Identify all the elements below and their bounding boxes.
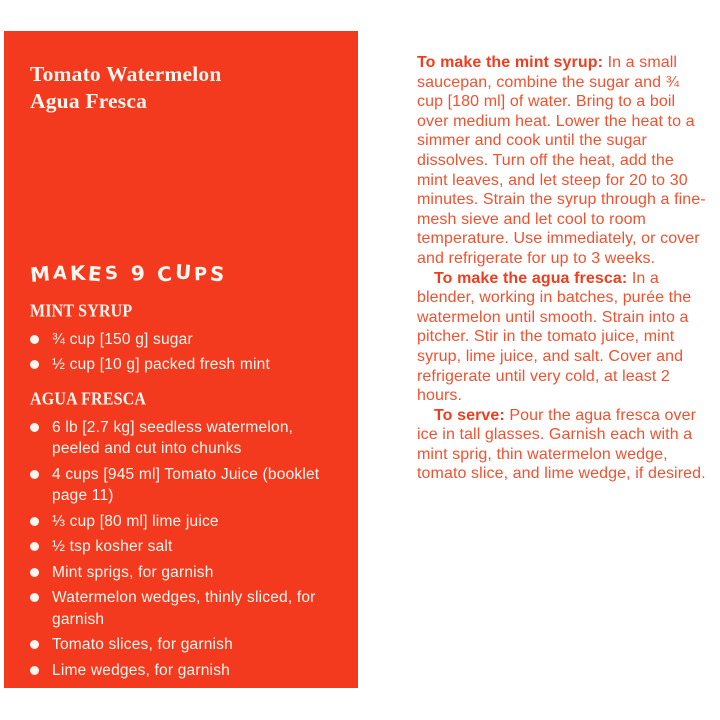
ingredient-text: ⅓ cup [80 ml] lime juice (52, 512, 219, 530)
instructions-column (417, 53, 706, 484)
bullet-icon (30, 335, 39, 344)
instruction-lead: To serve: (434, 406, 505, 424)
ingredient-text: Watermelon wedges, thinly sliced, for garnish (52, 589, 316, 628)
ingredient-text: 6 lb [2.7 kg] seedless watermelon, peeled and cut into chunks (52, 419, 294, 458)
bullet-icon (30, 470, 39, 479)
ingredient-item (30, 417, 334, 459)
bullet-icon (30, 360, 39, 369)
ingredient-text: ¾ cup [150 g] sugar (52, 330, 193, 348)
ingredient-text: Mint sprigs, for garnish (52, 563, 214, 581)
bullet-icon (30, 542, 39, 551)
recipe-title-line-2: Agua Fresca (30, 88, 148, 113)
ingredient-item (30, 329, 334, 350)
ingredient-text: Lime wedges, for garnish (52, 661, 230, 679)
ingredient-text: ½ tsp kosher salt (52, 538, 173, 556)
yield-text: MAKES 9 CUPS (29, 259, 229, 287)
instruction-body: In a blender, working in batches, purée the watermelon until smooth. Strain into a pitcher. Stir in the tomato juice, mint syrup, lime juice, and salt. Cover and refrigerate until very cold, at least 2 hours. (417, 269, 692, 405)
instruction-paragraph-agua-fresca (417, 269, 706, 406)
ingredient-item (30, 587, 334, 629)
ingredients-panel (4, 31, 358, 688)
agua-fresca-ingredient-list (30, 417, 334, 680)
bullet-icon (30, 593, 39, 602)
bullet-icon (30, 517, 39, 526)
ingredient-text: Tomato slices, for garnish (52, 636, 233, 654)
ingredient-text: 4 cups [945 ml] Tomato Juice (booklet page 11) (52, 466, 320, 505)
section-heading-agua-fresca: AGUA FRESCA (30, 388, 147, 409)
ingredient-item (30, 562, 334, 583)
instruction-paragraph-mint-syrup (417, 53, 706, 269)
ingredient-item (30, 511, 334, 532)
mint-syrup-ingredient-list (30, 329, 334, 376)
ingredient-item (30, 660, 334, 681)
recipe-title (30, 61, 334, 115)
ingredient-text: ½ cup [10 g] packed fresh mint (52, 356, 270, 374)
recipe-title-line-1: Tomato Watermelon (30, 62, 222, 86)
ingredient-item (30, 354, 334, 375)
ingredient-item (30, 536, 334, 557)
ingredient-item (30, 634, 334, 655)
instruction-lead: To make the mint syrup: (417, 54, 604, 71)
section-heading-mint-syrup: MINT SYRUP (30, 300, 133, 321)
bullet-icon (30, 640, 39, 649)
instruction-body: In a small saucepan, combine the sugar and ¾ cup [180 ml] of water. Bring to a boil over medium heat. Lower the heat to a simmer and cook until the sugar dissolves. Turn off the heat, add the mint leaves, and let steep for 20 to 30 minutes. Strain the syrup through a fine-mesh sieve and let cool to room temperature. Use immediately, or cover and refrigerate for up to 3 weeks. (417, 54, 706, 267)
instruction-paragraph-serve (417, 406, 706, 484)
bullet-icon (30, 666, 39, 675)
instruction-body: Pour the agua fresca over ice in tall glasses. Garnish each with a mint sprig, thin watermelon wedge, tomato slice, and lime wedge, if desired. (417, 406, 706, 483)
ingredient-item (30, 464, 334, 506)
bullet-icon (30, 423, 39, 432)
instruction-lead: To make the agua fresca: (434, 269, 628, 287)
bullet-icon (30, 568, 39, 577)
